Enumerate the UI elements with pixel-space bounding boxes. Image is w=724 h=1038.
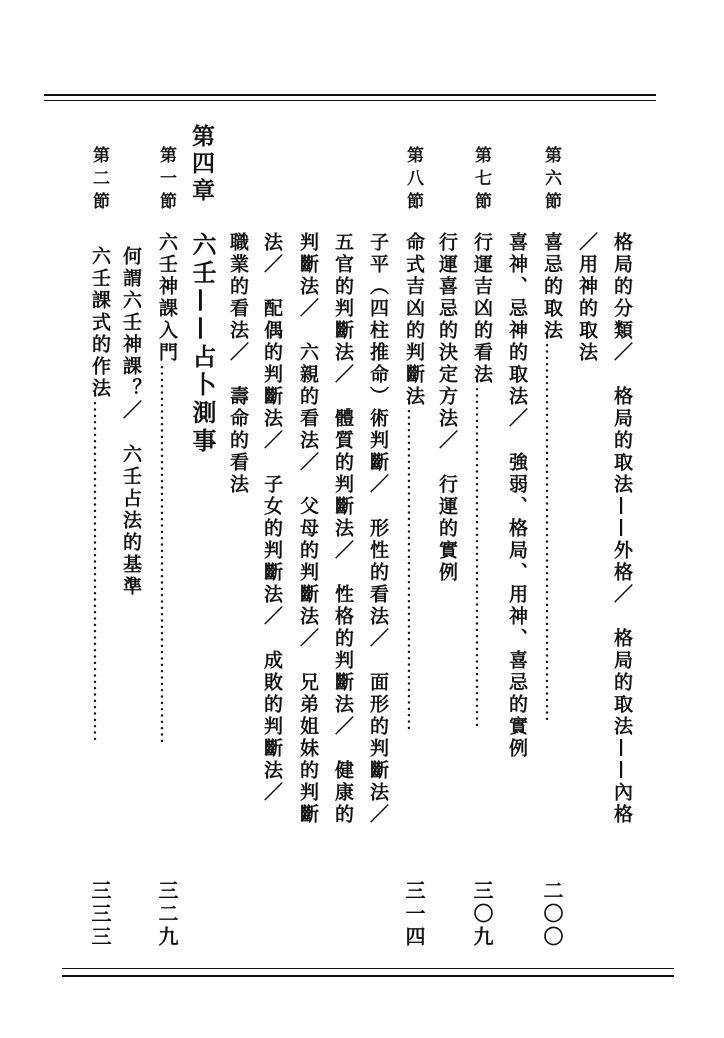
section-2-line-1 <box>90 246 109 742</box>
section-2-page: 三三三 <box>88 880 112 949</box>
section-7-line-1: 喜神、忌神的取法／ 強弱、格局、用神、喜忌的實例 <box>506 232 528 760</box>
section-1-page: 三二九 <box>155 880 179 949</box>
section-8-line-2: 子平（四柱推命）術判斷／ 形性的看法／ 面形的判斷法／ <box>367 232 389 826</box>
section-8-label: 第八節 <box>403 146 423 215</box>
section-1-label: 第一節 <box>156 146 176 215</box>
section-7-label: 第七節 <box>471 146 491 215</box>
dot-leader: …………………………………………………… <box>541 342 563 722</box>
section-6-page: 二〇〇 <box>540 880 564 949</box>
section-7-line-3: 行運喜忌的決定方法／ 行運的實例 <box>436 232 458 584</box>
section-6-line-2: ／用神的取法 <box>576 232 598 364</box>
section-8-line-6: 職業的看法／ 壽命的看法 <box>227 232 249 496</box>
entry-title: 六壬神課入門 <box>156 232 178 364</box>
section-6-line-3 <box>542 232 561 722</box>
section-8-page: 三一四 <box>402 880 426 949</box>
dot-leader: …………………………………………… <box>403 408 425 731</box>
dot-leader: ……………………………………………… <box>471 386 493 728</box>
section-1-line-2: 何謂六壬神課？／ 六壬占法的基準 <box>120 246 142 598</box>
section-6-line-1: 格局的分類／ 格局的取法——外格／ 格局的取法——內格 <box>611 232 633 826</box>
top-rule-inner <box>44 100 656 101</box>
section-1-line-1 <box>157 232 176 744</box>
section-8-line-4: 判斷法／ 六親的看法／ 父母的判斷法／ 兄弟姐妹的判斷 <box>297 232 319 826</box>
section-8-line-3: 五官的判斷法／ 體質的判斷法／ 性格的判斷法／ 健康的 <box>332 232 354 826</box>
section-7-line-2 <box>472 232 491 728</box>
section-6-label: 第六節 <box>541 146 561 215</box>
chapter-4-label: 第四章 <box>188 124 215 205</box>
chapter-4-title: 六壬——占卜測事 <box>188 232 217 456</box>
entry-title: 行運吉凶的看法 <box>471 232 493 386</box>
dot-leader: ……………………………………………… <box>89 400 111 742</box>
dot-leader: …………………………………………………… <box>156 364 178 744</box>
section-2-label: 第二節 <box>89 146 109 215</box>
bottom-rule <box>62 975 674 977</box>
section-8-line-5: 法／ 配偶的判斷法／ 子女的判斷法／ 成敗的判斷法／ <box>261 232 283 804</box>
bottom-rule-inner <box>62 968 674 969</box>
section-8-line-1 <box>404 232 423 731</box>
top-rule <box>44 94 656 96</box>
entry-title: 喜忌的取法 <box>541 232 563 342</box>
entry-title: 六壬課式的作法 <box>89 246 111 400</box>
section-7-page: 三〇九 <box>470 880 494 949</box>
entry-title: 命式吉凶的判斷法 <box>403 232 425 408</box>
